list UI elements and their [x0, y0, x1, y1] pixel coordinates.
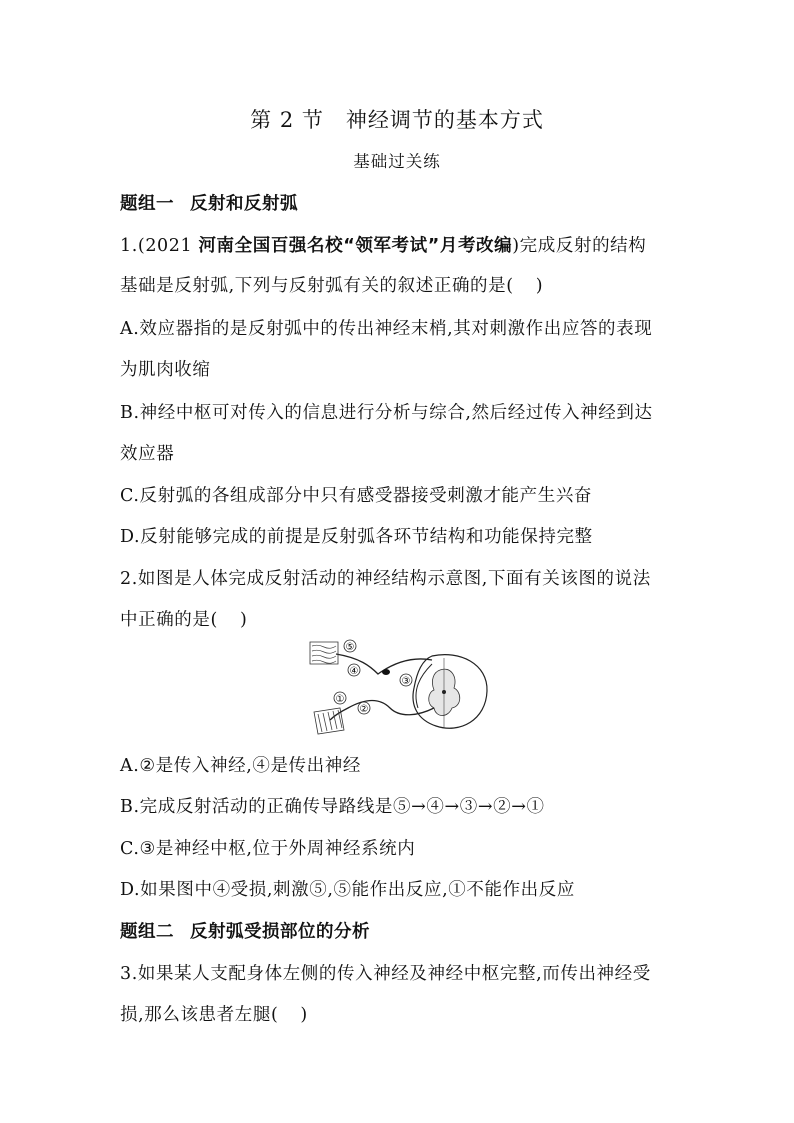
q2-option-b: B.完成反射活动的正确传导路线是⑤→④→③→②→① [120, 797, 545, 817]
q1-stem-text: )完成反射的结构 [512, 236, 647, 256]
subtitle: 基础过关练 [353, 152, 441, 171]
q1-number: 1.(2021 [120, 236, 199, 256]
q1-option-a-line2: 为肌肉收缩 [120, 360, 211, 380]
figure-label-1: ① [335, 694, 345, 705]
q1-option-d: D.反射能够完成的前提是反射弧各环节结构和功能保持完整 [120, 527, 593, 547]
effector-muscle [314, 708, 344, 734]
central-canal [442, 690, 446, 694]
section-number: 第 2 节 [250, 108, 324, 132]
q1-stem-text2: 基础是反射弧,下列与反射弧有关的叙述正确的是( [120, 276, 514, 296]
reflex-arc-figure [300, 636, 500, 736]
section-name: 神经调节的基本方式 [345, 108, 544, 132]
q1-option-c: C.反射弧的各组成部分中只有感受器接受刺激才能产生兴奋 [120, 486, 593, 506]
q3-stem-text: 损,那么该患者左腿( [120, 1005, 279, 1025]
receptor-skin [310, 642, 338, 664]
q1-stem-line2 [120, 272, 543, 297]
q1-stem-line1 [120, 232, 646, 257]
q1-option-a-line1: A.效应器指的是反射弧中的传出神经末梢,其对刺激作出应答的表现 [120, 319, 653, 339]
q3-stem-line1: 3.如果某人支配身体左侧的传入神经及神经中枢完整,而传出神经受 [120, 964, 651, 984]
efferent-nerve-path [330, 701, 434, 721]
q3-paren-close: ) [300, 1005, 308, 1025]
group2-label: 题组二 [120, 922, 174, 942]
group2-heading [120, 918, 370, 943]
q2-stem-line2 [120, 606, 247, 631]
q3-stem-line2 [120, 1001, 308, 1026]
q2-option-d: D.如果图中④受损,刺激⑤,⑤能作出反应,①不能作出反应 [120, 880, 575, 900]
figure-label-3: ③ [401, 676, 411, 687]
q1-option-b-line1: B.神经中枢可对传入的信息进行分析与综合,然后经过传入神经到达 [120, 403, 653, 423]
figure-label-2: ② [359, 704, 369, 715]
section-title [0, 104, 794, 134]
q1-paren-close: ) [535, 276, 544, 296]
group1-heading [120, 190, 298, 215]
q2-paren-close: ) [239, 610, 248, 630]
figure-label-5: ⑤ [345, 642, 355, 653]
figure-label-4: ④ [349, 666, 359, 677]
q2-option-c: C.③是神经中枢,位于外周神经系统内 [120, 839, 416, 859]
ganglion [382, 669, 390, 675]
group2-name: 反射弧受损部位的分析 [190, 922, 370, 942]
group1-name: 反射和反射弧 [190, 194, 298, 214]
q2-stem-text: 中正确的是( [120, 610, 218, 630]
group1-label: 题组一 [120, 194, 174, 214]
q1-option-b-line2: 效应器 [120, 444, 175, 464]
q1-source: 河南全国百强名校“领军考试”月考改编 [198, 236, 513, 256]
q2-option-a: A.②是传入神经,④是传出神经 [120, 756, 361, 776]
q2-stem-line1: 2.如图是人体完成反射活动的神经结构示意图,下面有关该图的说法 [120, 569, 651, 589]
